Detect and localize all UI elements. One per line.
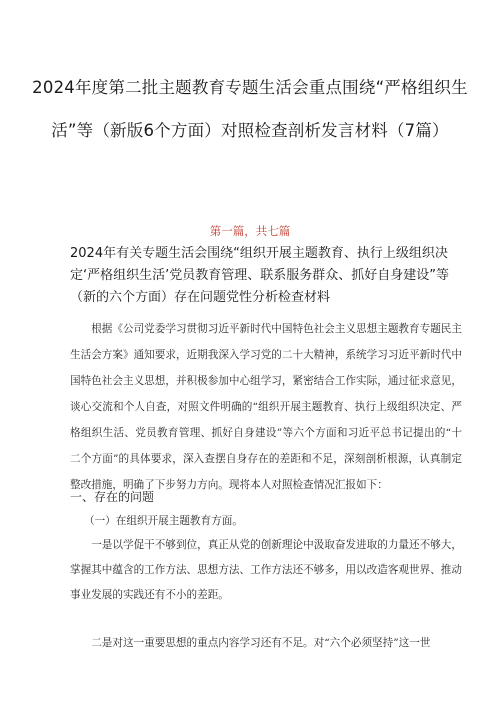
intro-paragraph: 根据《公司党委学习贯彻习近平新时代中国特色社会主义思想主题教育专题民主生活会方案》通知要求，近期我深入学习党的二十大精神，系统学习习近平新时代中国特色社会主义思想，并积极参加中心组学习，紧密结合工作实际，通过征求意见，谈心交流和个人自查，对照文件明确的“组织开展主题教育、执行上级组织决定、严格组织生活、党员教育管理、抓好自身建设”等六个方面和习近平总书记提出的“十二个方面”的具体要求，深入查摆自身存在的差距和不足，深刻剖析根源，认真制定整改措施，明确了下步努力方向。现将本人对照检查情况汇报如下：	[70, 323, 462, 491]
paragraph-one: 一是以学促干不够到位，真正从党的创新理论中汲取奋发进取的力量还不够大，掌握其中蕴含的工作方法、思想方法、工作方法还不够多，用以改造客观世界、推动事业发展的实践还有不小的差距。	[70, 539, 462, 601]
document-title: 2024年度第二批主题教育专题生活会重点围绕“严格组织生活”等（新版6个方面）对照检查剖析发言材料（7篇）	[32, 78, 468, 140]
subsection-heading: （一）在组织开展主题教育方面。	[84, 515, 243, 527]
chapter-label: 第一篇，共七篇	[209, 224, 291, 238]
section-heading: 一、存在的问题	[70, 490, 155, 504]
document-subtitle: 2024年有关专题生活会围绕“组织开展主题教育、执行上级组织决定‘严格组织生活’党员教育管理、联系服务群众、抓好自身建设”等（新的六个方面）存在问题党性分析检查材料	[70, 246, 449, 305]
paragraph-two: 二是对这一重要思想的重点内容学习还有不足。对“六个必须坚持”这一世	[91, 637, 431, 649]
